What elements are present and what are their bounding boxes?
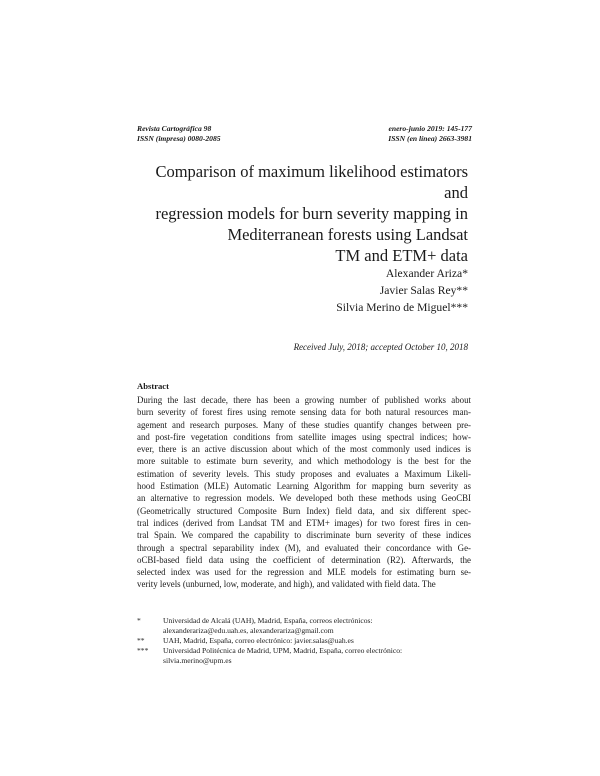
abstract-line: verity levels (unburned, low, moderate, and high), and validated with field data. The bbox=[137, 579, 436, 590]
footnote-line: alexanderariza@edu.uah.es, alexanderariza@gmail.com bbox=[163, 626, 334, 635]
abstract-line: hood Estimation (MLE) Automatic Learning Algorithm for mapping burn severity as bbox=[137, 481, 471, 492]
received-accepted-dates: Received July, 2018; accepted October 10, 2018 bbox=[293, 342, 468, 352]
footnote-mark: *** bbox=[137, 646, 149, 655]
title-line: TM and ETM+ data bbox=[335, 246, 468, 265]
footnote-line: Universidad de Alcalá (UAH), Madrid, España, correos electrónicos: bbox=[163, 616, 373, 625]
abstract-line: During the last decade, there has been a growing number of published works about bbox=[137, 395, 471, 405]
journal-header-right bbox=[388, 124, 472, 144]
abstract-line: through a spectral separability index (M), and evaluated their concordance with Ge- bbox=[137, 542, 471, 553]
abstract-line: more suitable to estimate burn severity, and which methodology is the best for the bbox=[137, 456, 471, 467]
footnote-mark: ** bbox=[137, 636, 145, 645]
footnote bbox=[137, 636, 471, 646]
journal-issn-online: ISSN (en línea) 2663-3981 bbox=[388, 134, 472, 143]
footnote bbox=[137, 646, 471, 666]
title-line: Comparison of maximum likelihood estimators and bbox=[155, 162, 468, 202]
abstract-line: ever, there is an active discussion about which of the most commonly used indices is bbox=[137, 444, 471, 455]
footnote-text bbox=[163, 616, 471, 636]
footnote-line: Universidad Politécnica de Madrid, UPM, Madrid, España, correo electrónico: bbox=[163, 646, 403, 655]
abstract-line: oCBI-based field data using the coefficient of determination (R2). Afterwards, the bbox=[137, 554, 471, 565]
journal-issn-print: ISSN (impresa) 0080-2085 bbox=[137, 134, 221, 143]
paper-title bbox=[128, 161, 468, 266]
abstract-line: tral indices (derived from Landsat TM and ETM+ images) for two forest fires in cen- bbox=[137, 517, 471, 528]
title-line: Mediterranean forests using Landsat bbox=[227, 225, 468, 244]
journal-name: Revista Cartográfica 98 bbox=[137, 124, 212, 133]
abstract-line: estimation of severity levels. This study proposes and evaluates a Maximum Likeli- bbox=[137, 468, 471, 479]
footnote-text bbox=[163, 646, 471, 666]
footnote-mark: * bbox=[137, 616, 141, 625]
footnote-line: UAH, Madrid, España, correo electrónico: javier.salas@uah.es bbox=[163, 636, 354, 645]
abstract-line: selected index was used for the regression and MLE models for estimating burn se- bbox=[137, 567, 471, 578]
author-name: Silvia Merino de Miguel*** bbox=[336, 301, 468, 314]
author-list bbox=[336, 265, 468, 316]
author-name: Javier Salas Rey** bbox=[379, 284, 468, 297]
title-line: regression models for burn severity mapping in bbox=[155, 204, 468, 223]
abstract-line: burn severity of forest fires using remote sensing data for both natural resources man- bbox=[137, 407, 471, 418]
footnote-line: silvia.merino@upm.es bbox=[163, 656, 232, 665]
abstract-heading: Abstract bbox=[137, 381, 169, 391]
abstract-line: tral Spain. We compared the capability to discriminate burn severity of these indices bbox=[137, 530, 471, 541]
abstract-line: agement and research purposes. Many of these studies quantify changes between pre- bbox=[137, 419, 471, 430]
abstract-line: and post-fire vegetation conditions from satellite images using spectral indices; how- bbox=[137, 431, 471, 442]
author-footnotes bbox=[137, 616, 471, 666]
abstract-line: an alternative to regression models. We developed both these methods using GeoCBI bbox=[137, 493, 471, 504]
journal-header-left bbox=[137, 124, 221, 144]
journal-pages: enero-junio 2019: 145-177 bbox=[388, 124, 472, 133]
abstract-line: (Geometrically structured Composite Burn Index) field data, and six different spec- bbox=[137, 505, 471, 516]
footnote bbox=[137, 616, 471, 636]
abstract-body bbox=[137, 394, 471, 591]
footnote-text bbox=[163, 636, 471, 646]
author-name: Alexander Ariza* bbox=[385, 267, 468, 280]
